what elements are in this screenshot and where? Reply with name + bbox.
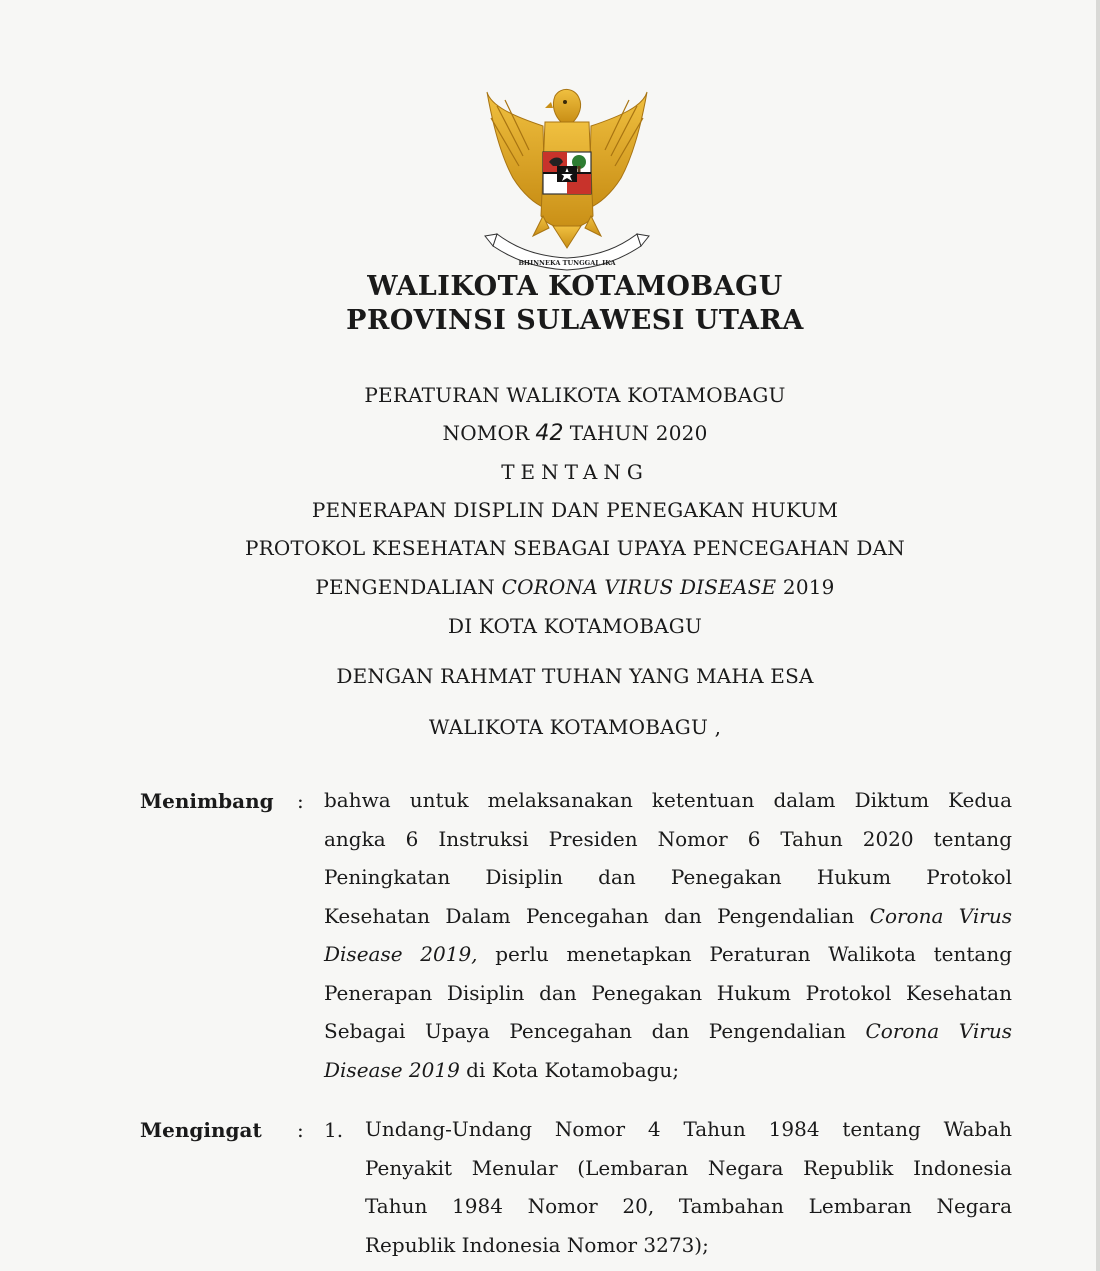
menimbang-line xyxy=(324,1051,1012,1090)
menimbang-italic: Disease 2019 xyxy=(324,1057,460,1082)
menimbang-text: di Kota Kotamobagu; xyxy=(466,1057,680,1082)
blessing-line: DENGAN RAHMAT TUHAN YANG MAHA ESA xyxy=(336,664,814,688)
mengingat-line: Penyakit Menular (Lembaran Negara Republik Indonesia xyxy=(365,1155,1012,1180)
mengingat-label: Mengingat xyxy=(140,1118,262,1142)
menimbang-italic: Corona Virus xyxy=(865,1019,1012,1043)
menimbang-colon: : xyxy=(297,789,304,813)
mengingat-item-number: 1. xyxy=(324,1118,344,1142)
subject-line-2: PROTOKOL KESEHATAN SEBAGAI UPAYA PENCEGAHAN DAN xyxy=(245,536,905,560)
menimbang-text: Kesehatan Dalam Pencegahan dan Pengendalian xyxy=(324,903,855,928)
mengingat-line: Republik Indonesia Nomor 3273); xyxy=(365,1232,709,1257)
tentang-heading: TENTANG xyxy=(501,460,649,484)
mengingat-colon: : xyxy=(297,1118,304,1142)
regulation-number-line xyxy=(0,421,1100,446)
subject-line-4: DI KOTA KOTAMOBAGU xyxy=(447,614,703,638)
subject-line-3 xyxy=(0,575,1100,599)
subject-line-3-b: CORONA VIRUS DISEASE xyxy=(501,575,777,599)
subject-line-3-a: PENGENDALIAN xyxy=(315,575,496,599)
mengingat-line: Tahun 1984 Nomor 20, Tambahan Lembaran Negara xyxy=(365,1194,1012,1218)
menimbang-line: bahwa untuk melaksanakan ketentuan dalam Diktum Kedua xyxy=(324,788,1012,812)
menimbang-line xyxy=(324,1012,1012,1051)
menimbang-paragraph xyxy=(324,781,1012,1089)
menimbang-line xyxy=(324,935,1012,974)
menimbang-label: Menimbang xyxy=(140,789,274,813)
authority-line: WALIKOTA KOTAMOBAGU , xyxy=(428,715,722,739)
menimbang-line: angka 6 Instruksi Presiden Nomor 6 Tahun 2020 tentang xyxy=(324,826,1012,851)
header-line-2: PROVINSI SULAWESI UTARA xyxy=(346,305,804,336)
mengingat-line: Undang-Undang Nomor 4 Tahun 1984 tentang Wabah xyxy=(365,1117,1012,1141)
motto-text: BHINNEKA TUNGGAL IKA xyxy=(518,259,616,267)
menimbang-line: Penerapan Disiplin dan Penegakan Hukum Protokol Kesehatan xyxy=(324,980,1012,1005)
menimbang-italic: Corona Virus xyxy=(869,903,1012,928)
tahun-text: TAHUN 2020 xyxy=(569,421,708,445)
menimbang-text: perlu menetapkan Peraturan Walikota tentang xyxy=(495,942,1013,966)
menimbang-line xyxy=(324,897,1012,936)
garuda-emblem-icon xyxy=(483,86,651,272)
subject-line-1: PENERAPAN DISPLIN DAN PENEGAKAN HUKUM xyxy=(311,498,839,522)
menimbang-italic: Disease 2019, xyxy=(324,942,478,966)
nomor-value: 42 xyxy=(535,421,564,446)
nomor-prefix: NOMOR xyxy=(442,421,530,445)
menimbang-line: Peningkatan Disiplin dan Penegakan Hukum Protokol xyxy=(324,865,1012,889)
menimbang-text: Sebagai Upaya Pencegahan dan Pengendalian xyxy=(324,1019,846,1043)
subject-line-3-c: 2019 xyxy=(782,575,835,599)
regulation-title: PERATURAN WALIKOTA KOTAMOBAGU xyxy=(364,383,786,407)
mengingat-item-1 xyxy=(365,1110,1012,1264)
header-line-1: WALIKOTA KOTAMOBAGU xyxy=(367,271,783,302)
